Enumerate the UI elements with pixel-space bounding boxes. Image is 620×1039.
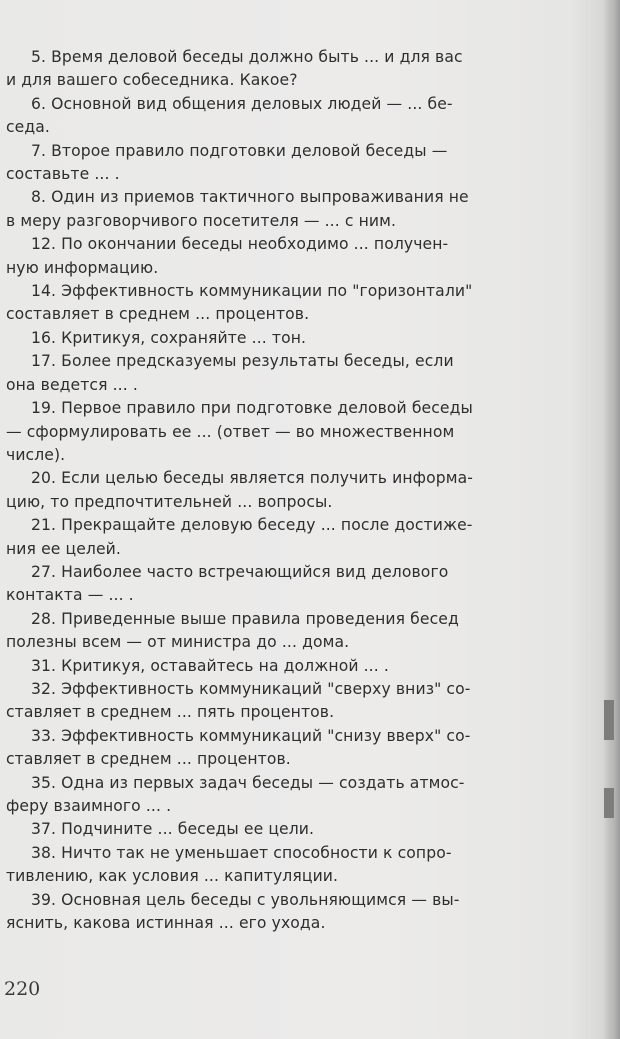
question-item-14: 14. Эффективность коммуникации по "горизонтали" составляет в среднем ... процентов. <box>6 282 473 324</box>
question-item-31: 31. Критикуя, оставайтесь на должной ... . <box>31 656 389 675</box>
question-item-6: 6. Основной вид общения деловых людей — ... бе- седа. <box>6 94 453 137</box>
question-item-38: 38. Ничто так не уменьшает способности к сопро- тивлению, как условия ... капитуляции. <box>6 843 452 886</box>
question-item-8: 8. Один из приемов тактичного выпроваживания не в меру разговорчивого посетителя — ... с ним. <box>6 188 469 230</box>
question-item-7: 7. Второе правило подготовки деловой беседы — составьте ... . <box>6 141 448 184</box>
question-list <box>6 46 551 935</box>
spine-mark <box>604 788 614 818</box>
question-item-20: 20. Если целью беседы является получить информа- цию, то предпочтительней ... вопросы. <box>6 469 473 511</box>
question-item-5: 5. Время деловой беседы должно быть ... и для вас и для вашего собеседника. Какое? <box>6 48 463 90</box>
question-item-12: 12. По окончании беседы необходимо ... получен- ную информацию. <box>6 235 449 277</box>
question-item-28: 28. Приведенные выше правила проведения бесед полезны всем — от министра до ... дома. <box>6 609 459 652</box>
page-number: 220 <box>4 978 41 1000</box>
question-item-35: 35. Одна из первых задач беседы — создать атмос- феру взаимного ... . <box>6 773 465 815</box>
question-item-32: 32. Эффективность коммуникаций "сверху вниз" со- ставляет в среднем ... пять процентов. <box>6 679 471 722</box>
book-spine-shadow <box>604 0 620 1039</box>
question-item-17: 17. Более предсказуемы результаты беседы, если она ведется ... . <box>6 352 454 394</box>
spine-mark <box>604 700 614 740</box>
question-item-16: 16. Критикуя, сохраняйте ... тон. <box>31 328 307 347</box>
question-item-39: 39. Основная цель беседы с увольняющимся — вы- яснить, какова истинная ... его ухода. <box>6 890 460 933</box>
question-item-19: 19. Первое правило при подготовке деловой беседы — сформулировать ее ... (ответ — во множественном числе). <box>6 399 473 464</box>
question-item-21: 21. Прекращайте деловую беседу ... после достиже- ния ее целей. <box>6 516 473 558</box>
question-item-37: 37. Подчините ... беседы ее цели. <box>31 820 315 839</box>
question-item-27: 27. Наиболее часто встречающийся вид делового контакта — ... . <box>6 562 449 605</box>
question-item-33: 33. Эффективность коммуникаций "снизу вверх" со- ставляет в среднем ... процентов. <box>6 726 471 769</box>
